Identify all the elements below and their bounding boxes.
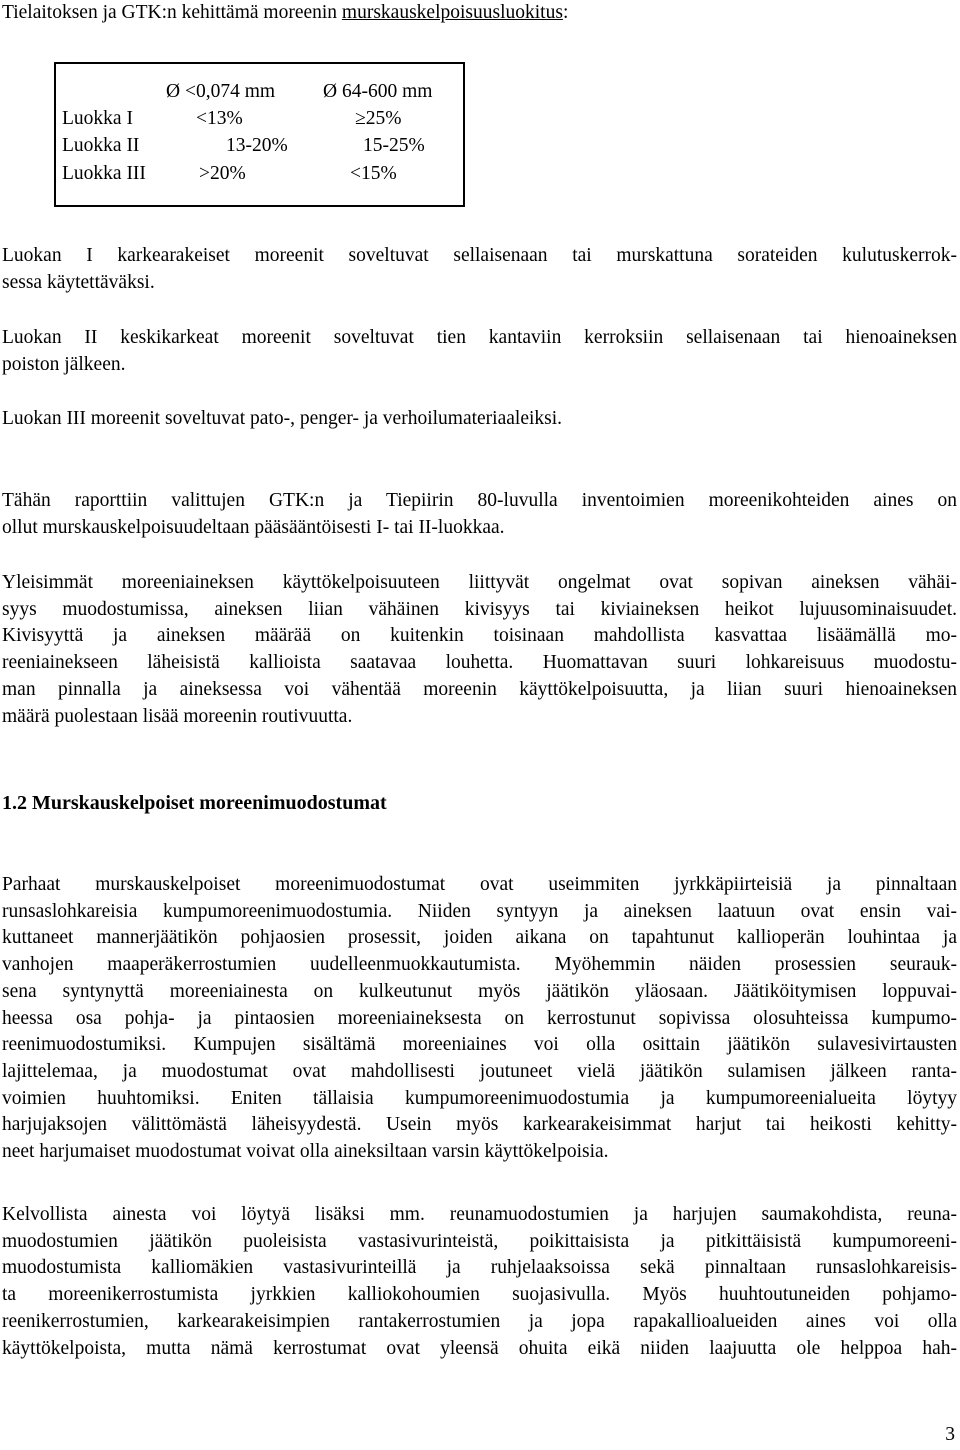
- paragraph-class-2: [2, 325, 957, 378]
- classification-term: murskauskelpoisuusluokitus: [341, 2, 563, 23]
- table-header-coarse: Ø 64-600 mm: [323, 81, 433, 102]
- paragraph-class-1: [2, 243, 957, 296]
- text-line: reenimuodostumiksi. Kumpujen sisältämä moreeniaines voi olla osittain jäätikön sulavesivirtausten: [2, 1034, 957, 1056]
- text-line: Luokan II keskikarkeat moreenit soveltuvat tien kantaviin kerroksiin sellaisenaan tai hienoaineksen: [2, 327, 957, 348]
- text-line: kuttaneet mannerjäätikön pohjaosien prosessit, joiden aikana on tapahtunut kallioperän louhintaa ja: [2, 927, 957, 949]
- text-line: reeniainekseen läheisistä kallioista saatavaa louhetta. Huomattavan suuri lohkareisuus muodostu-: [2, 652, 957, 674]
- text-line: Kivisyyttä ja aineksen määrää on kuitenkin toisinaan mahdollista kasvattaa lisäämällä mo-: [2, 625, 957, 647]
- text-line: lajittelemaa, ja muodostumat ovat mahdollisesti joutuneet vielä jäätikön sulamisen jälkeen ranta-: [2, 1060, 957, 1082]
- text-line: muodostumista kalliomäkien vastasivurinteillä ja ruhjelaaksoissa sekä pinnaltaan runsaslohkareisis-: [2, 1257, 957, 1279]
- table-cell-coarse: ≥25%: [355, 108, 402, 129]
- text-line: määrä puolestaan lisää moreenin routivuutta.: [2, 705, 353, 727]
- text-line: Tähän raporttiin valittujen GTK:n ja Tiepiirin 80-luvulla inventoimien moreenikohteiden aines on: [2, 490, 957, 511]
- text-line: Kelvollista ainesta voi löytyä lisäksi mm. reunamuodostumien ja harjujen saumakohdista, reuna-: [2, 1204, 957, 1225]
- section-heading: 1.2 Murskauskelpoiset moreenimuodostumat: [2, 792, 387, 814]
- text-line: Yleisimmät moreeniaineksen käyttökelpoisuuteen liittyvät ongelmat ovat sopivan aineksen vähäi-: [2, 572, 957, 593]
- table-cell-fine: >20%: [199, 163, 246, 184]
- table-cell-coarse: <15%: [350, 163, 397, 184]
- table-cell-coarse: 15-25%: [363, 135, 425, 156]
- table-row-label: Luokka III: [62, 163, 146, 184]
- paragraph-class-3: [2, 406, 957, 433]
- paragraph-best-formations: [2, 872, 957, 1166]
- text-line: poiston jälkeen.: [2, 353, 126, 375]
- table-cell-fine: 13-20%: [226, 135, 288, 156]
- intro-tail: :: [562, 2, 569, 23]
- text-line: heessa osa pohja- ja pintaosien moreeniaineksesta on kerrostunut sopivissa olosuhteissa kumpumo-: [2, 1007, 957, 1029]
- page-number: 3: [945, 1424, 955, 1445]
- text-line: Parhaat murskauskelpoiset moreenimuodostumat ovat useimmiten jyrkkäpiirteisiä ja pinnaltaan: [2, 874, 957, 895]
- text-line: Luokan III moreenit soveltuvat pato-, penger- ja verhoilumateriaaleiksi.: [2, 408, 563, 429]
- text-line: neet harjumaiset muodostumat voivat olla aineksiltaan varsin käyttökelpoisia.: [2, 1141, 609, 1163]
- table-row-label: Luokka I: [62, 108, 133, 129]
- text-line: runsaslohkareisia kumpumoreenimuodostumia. Niiden syntyyn ja aineksen laatuun ovat ensin vai-: [2, 900, 957, 922]
- paragraph-usability-problems: [2, 570, 957, 730]
- text-line: vanhojen maaperäkerrostumien uudelleenmuokkautumista. Myöhemmin näiden prosessien seurauk-: [2, 954, 957, 976]
- text-line: harjujaksojen välittömästä läheisyydestä. Usein myös karkearakeisimmat harjut tai heikosti kehitty-: [2, 1114, 957, 1136]
- text-line: sena syntynyttä moreeniainesta on kulkeutunut myös jäätikön yläosaan. Jäätiköitymisen loppuvai-: [2, 980, 957, 1002]
- text-line: Luokan I karkearakeiset moreenit soveltuvat sellaisenaan tai murskattuna sorateiden kulutuskerrok-: [2, 245, 957, 266]
- text-line: voimien huuhtomiksi. Eniten tällaisia kumpumoreenimuodostumia ja kumpumoreenialueita löytyy: [2, 1087, 957, 1109]
- text-line: ollut murskauskelpoisuudeltaan pääsääntöisesti I- tai II-luokkaa.: [2, 516, 505, 538]
- table-cell-fine: <13%: [196, 108, 243, 129]
- paragraph-other-sources: [2, 1202, 957, 1362]
- paragraph-report-scope: [2, 488, 957, 541]
- table-header-fine: Ø <0,074 mm: [166, 81, 276, 102]
- text-line: sessa käytettäväksi.: [2, 271, 155, 293]
- text-line: muodostumien jäätikön puoleisista vastasivurinteistä, poikittaisista ja pitkittäisistä kumpumoreeni-: [2, 1230, 957, 1252]
- intro-line: [2, 2, 568, 24]
- text-line: syys muodostumissa, aineksen liian vähäinen kivisyys tai kiviaineksen heikot lujuusominaisuudet.: [2, 598, 957, 620]
- text-line: ta moreenikerrostumista jyrkkien kalliokohoumien suojasivulla. Myös huuhtoutuneiden pohjamo-: [2, 1284, 957, 1306]
- text-line: käyttökelpoista, mutta nämä kerrostumat ovat yleensä ohuita eikä niiden laajuutta ole helppoa hah-: [2, 1337, 957, 1359]
- text-line: reenikerrostumien, karkearakeisimpien rantakerrostumien ja jopa rapakallioalueiden aines voi olla: [2, 1310, 957, 1332]
- table-row-label: Luokka II: [62, 135, 140, 156]
- text-line: man pinnalla ja aineksessa voi vähentää moreenin käyttökelpoisuutta, ja liian suuri hienoaineksen: [2, 678, 957, 700]
- intro-lead: Tielaitoksen ja GTK:n kehittämä moreenin: [2, 2, 342, 23]
